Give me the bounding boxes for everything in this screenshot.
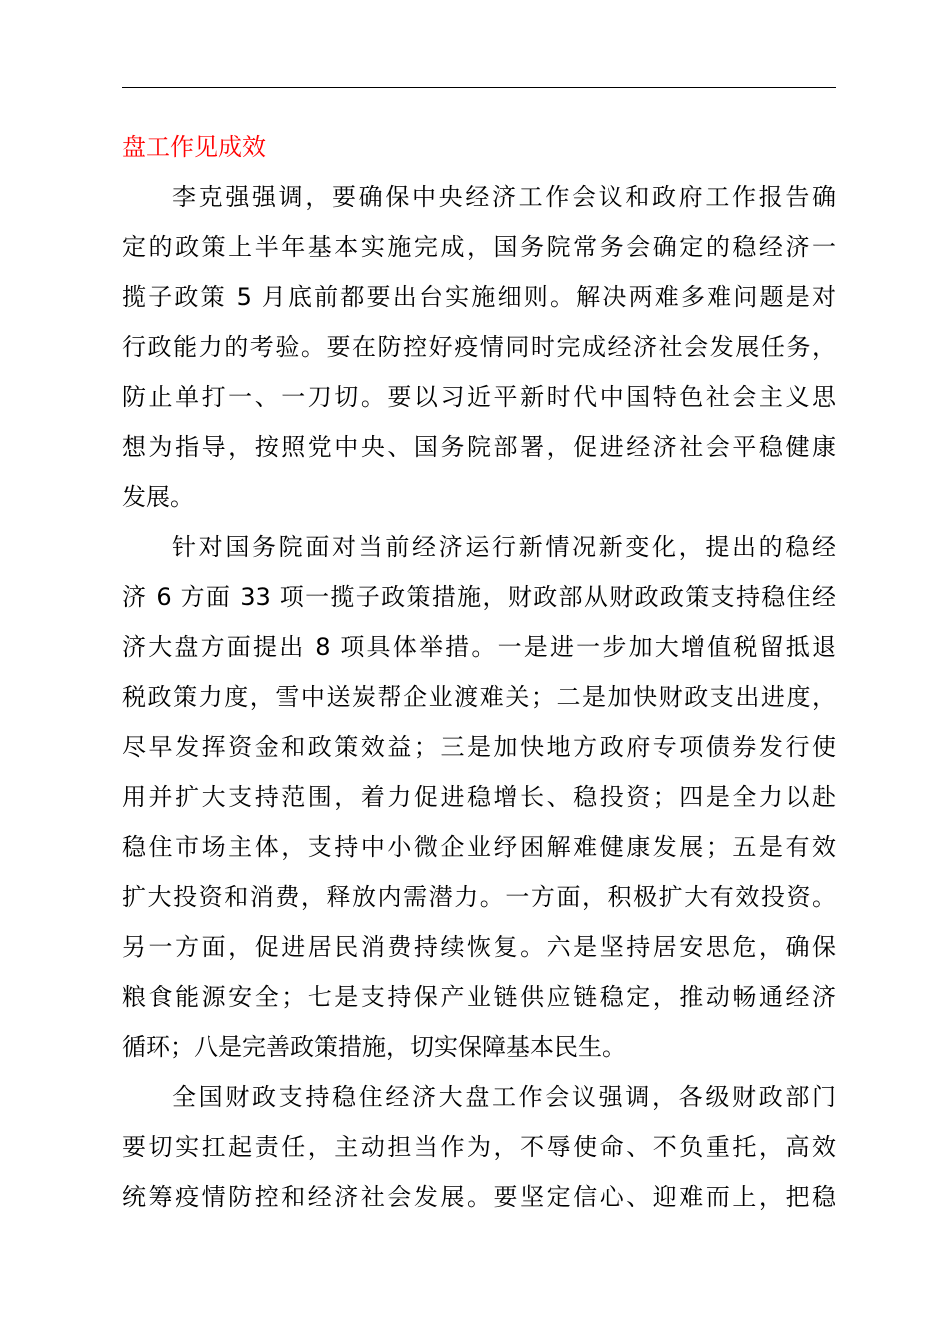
header-rule xyxy=(122,87,836,88)
section-heading: 盘工作见成效 xyxy=(122,133,266,161)
paragraph-line: 行政能力的考验。要在防控好疫情同时完成经济社会发展任务， xyxy=(122,333,836,361)
paragraph-line: 济 6 方面 33 项一揽子政策措施，财政部从财政政策支持稳住经 xyxy=(122,583,836,611)
paragraph-line: 李克强强调，要确保中央经济工作会议和政府工作报告确 xyxy=(172,183,836,211)
paragraph-line: 防止单打一、一刀切。要以习近平新时代中国特色社会主义思 xyxy=(122,383,836,411)
paragraph-line: 粮食能源安全；七是支持保产业链供应链稳定，推动畅通经济 xyxy=(122,983,836,1011)
paragraph-line: 要切实扛起责任，主动担当作为，不辱使命、不负重托，高效 xyxy=(122,1133,836,1161)
paragraph-line: 扩大投资和消费，释放内需潜力。一方面，积极扩大有效投资。 xyxy=(122,883,836,911)
paragraph-line: 定的政策上半年基本实施完成，国务院常务会确定的稳经济一 xyxy=(122,233,836,261)
paragraph-line: 另一方面，促进居民消费持续恢复。六是坚持居安思危，确保 xyxy=(122,933,836,961)
document-body xyxy=(122,122,836,1222)
paragraph-line: 全国财政支持稳住经济大盘工作会议强调，各级财政部门 xyxy=(172,1083,836,1111)
paragraph-line: 统筹疫情防控和经济社会发展。要坚定信心、迎难而上，把稳 xyxy=(122,1183,836,1211)
paragraph-line: 想为指导，按照党中央、国务院部署，促进经济社会平稳健康 xyxy=(122,433,836,461)
paragraph-line: 用并扩大支持范围，着力促进稳增长、稳投资；四是全力以赴 xyxy=(122,783,836,811)
paragraph-1 xyxy=(122,172,836,522)
paragraph-line: 稳住市场主体，支持中小微企业纾困解难健康发展；五是有效 xyxy=(122,833,836,861)
paragraph-line: 揽子政策 5 月底前都要出台实施细则。解决两难多难问题是对 xyxy=(122,283,836,311)
paragraph-line: 税政策力度，雪中送炭帮企业渡难关；二是加快财政支出进度， xyxy=(122,683,836,711)
paragraph-line: 发展。 xyxy=(122,483,194,511)
paragraph-line: 尽早发挥资金和政策效益；三是加快地方政府专项债券发行使 xyxy=(122,733,836,761)
paragraph-line: 循环；八是完善政策措施，切实保障基本民生。 xyxy=(122,1033,626,1061)
paragraph-line: 针对国务院面对当前经济运行新情况新变化，提出的稳经 xyxy=(172,533,836,561)
paragraph-2 xyxy=(122,522,836,1072)
paragraph-line: 济大盘方面提出 8 项具体举措。一是进一步加大增值税留抵退 xyxy=(122,633,836,661)
paragraph-3 xyxy=(122,1072,836,1222)
